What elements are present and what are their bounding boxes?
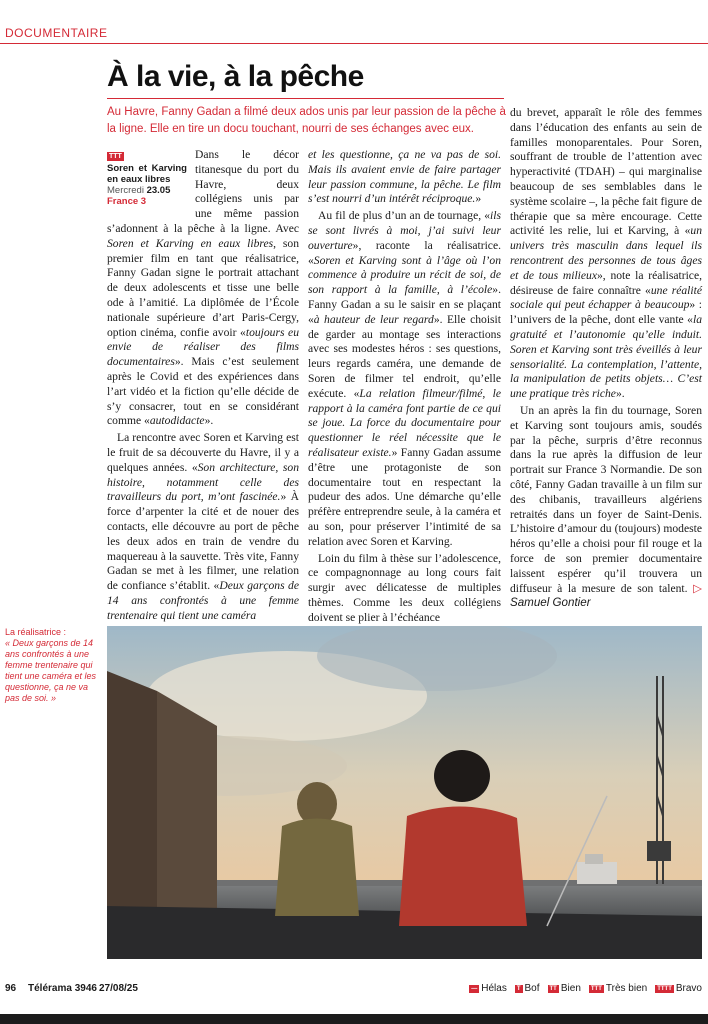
paragraph: du brevet, apparaît le rôle des femmes dans l’éducation des enfants au sein de familles monoparentales. Pour Soren, souffrant de trouble de l’attention avec hyperactivité (TDAH) – qui marginalise beaucoup de ses semblables dans le système scolaire –, la pêche fait figure de thérapie que sa mère encourage. Cette activité les relie, lui et Karving, à «un univers très masculin dans lequel ils rencontrent des personnes de tous âges et de tous milieux», note la réalisatrice, désireuse de faire connaître «une réalité sociale qui peut échapper à beaucoup» : l’univers de la pêche, dont elle vante «la gratuité et l’autonomie qu’elle induit. Soren et Karving sont très éveillés à leur sensorialité. La contemplation, l’attente, la manipulation de petits objets… C’est une pratique très riche». <box>510 106 702 401</box>
legend-item: T Bof <box>516 983 540 994</box>
page-number: 96 <box>5 983 17 994</box>
harbor-photo-illustration <box>107 626 702 959</box>
section-label: DOCUMENTAIRE <box>5 26 108 40</box>
warehouse-side <box>157 691 217 926</box>
program-infobox <box>107 150 187 207</box>
paragraph: Dans le décor titanesque du port du Havre, deux collégiens unis par une même passion s’adonnent à la pêche à la ligne. Avec Soren et Karving en eaux libres, son premier film en tant que réalisatrice, Fanny Gadan signe le portrait attachant de deux adolescents et tisse une belle ode à l’amitié. La diplômée de l’École nationale supérieure d’art Paris-Cergy, option cinéma, confie avoir «toujours eu envie de réaliser des films documentaires». Mais c’est seulement après le Covid et des expériences dans l’art vidéo et la fiction qu’elle décide de s’y consacrer, tout en se considérant comme «autodidacte». <box>107 148 300 428</box>
legend-item: — Hélas <box>471 983 507 994</box>
article-column-3 <box>510 106 702 613</box>
page-footer <box>0 983 708 997</box>
caption-quote: « Deux garçons de 14 ans confrontés à une femme trentenaire qui tient une caméra et les questionne, ça ne va pas de soi. » <box>5 638 97 703</box>
article-standfirst: Au Havre, Fanny Gadan a filmé deux ados unis par leur passion de la pêche à la ligne. Elle en tire un docu touchant, nourri de ses échanges avec eux. <box>107 106 506 135</box>
legend-item: TTT Très bien <box>590 983 648 994</box>
boy-right-body <box>399 806 527 926</box>
article-column-2 <box>308 148 501 628</box>
paragraph: Loin du film à thèse sur l’adolescence, ce compagnonnage au long cours fait surgir avec délicatesse de multiples thèmes. Comme les deux collégiens doivent se plier à l’échéance <box>308 551 501 624</box>
magazine-issue: Télérama 3946 <box>28 983 97 994</box>
paragraph: et les questionne, ça ne va pas de soi. Mais ils avaient envie de faire partager leur passion commune, la pêche. Le film s’est nourri d’un intérêt réciproque.» <box>308 148 501 206</box>
boy-left-body <box>275 819 359 917</box>
article-photo <box>107 626 702 959</box>
article-title: À la vie, à la pêche <box>107 60 364 93</box>
rating-legend <box>469 983 702 994</box>
program-channel: France 3 <box>107 196 147 207</box>
bottom-bar <box>0 1014 708 1024</box>
caption-label: La réalisatrice : <box>5 627 67 637</box>
ship-deck <box>585 854 603 864</box>
article-column-1 <box>107 148 299 626</box>
title-rule <box>107 98 504 99</box>
paragraph: Un an après la fin du tournage, Soren et Karving sont toujours amis, soudés par la pêche, surpris d’être reconnus dans la rue après la diffusion de leur portrait sur France 3 Normandie. De son côté, Fanny Gadan travaille à un film sur des chibanis, travailleurs algériens retraités dans un foyer de Saint-Denis. L’histoire d’amour du (toujours) modeste héros qu’elle a choisi pour fil rouge et la force de son premier documentaire laissent espérer qu’il trouvera un diffuseur à la mesure de son talent. ▷ Samuel Gontier <box>510 403 702 610</box>
program-title: Soren et Karving en eaux libres <box>107 163 187 185</box>
warehouse-wall <box>107 671 157 926</box>
photo-caption <box>5 627 97 704</box>
rating-badge: TTT <box>109 153 122 160</box>
ship <box>577 862 617 884</box>
legend-item: TT Bien <box>549 983 581 994</box>
crane-cabin <box>647 841 671 861</box>
legend-item: TTTT Bravo <box>657 983 702 994</box>
author-signature: ▷ Samuel Gontier <box>510 581 702 610</box>
section-rule <box>0 43 708 44</box>
paragraph: Au fil de plus d’un an de tournage, «ils se sont livrés à moi, j’ai suivi leur ouverture», raconte la réalisatrice. «Soren et Karving sont à l’âge où l’on commence à produire un récit de soi, de son rapport à la famille, à l’école». Fanny Gadan a su le saisir en se plaçant «à hauteur de leur regard». Elle choisit de garder au montage ses interactions avec ses modestes héros : ses questions, leurs regards caméra, une demande de Soren de filmer tel endroit, qu’elle exécute. «La relation filmeur/filmé, le rapport à la caméra font partie de ce qui se joue. La force du documentaire pour questionner le réel nécessite que le réalisateur existe.» Fanny Gadan assume d’être une protagoniste de son documentaire tout en respectant la pudeur des ados. Une démarche qu’elle préfère entreprendre seule, à la caméra et au son, pour préserver l’intimité de sa relation avec Soren et Karving. <box>308 209 502 548</box>
paragraph: La rencontre avec Soren et Karving est le fruit de sa découverte du Havre, il y a quelques années. «Son architecture, son histoire, notamment celle des travailleurs du port, m’ont fascinée.» À force d’arpenter la cité et de nouer des contacts, elle découvre au port de pêche les deux ados en train de vendre du maquereau à la sauvette. Très vite, Fanny Gadan se met à les filmer, une relation de confiance s’établit. «Deux garçons de 14 ans confrontés à une femme trentenaire qui tient une caméra <box>107 431 299 622</box>
boy-hair <box>434 750 490 802</box>
issue-date: 27/08/25 <box>99 983 138 994</box>
program-schedule: Mercredi 23.05 <box>107 185 171 196</box>
